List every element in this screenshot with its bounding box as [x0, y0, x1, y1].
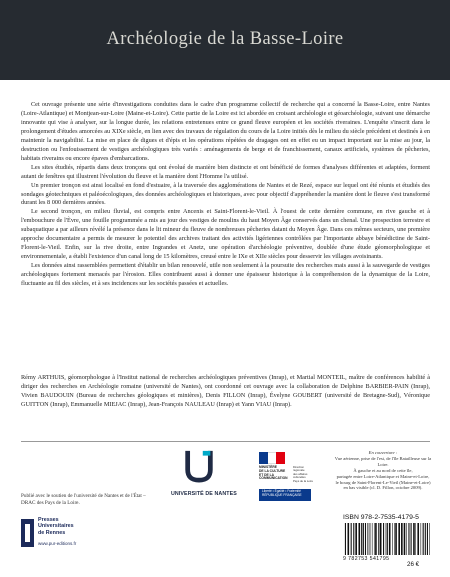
barcode-bar [427, 523, 428, 555]
barcode-bar [386, 523, 387, 555]
barcode-bar [401, 523, 403, 555]
title-band [0, 0, 450, 80]
barcode-bar [415, 523, 416, 555]
isbn: ISBN 978-2-7535-4179-5 [343, 514, 419, 521]
barcode-bar [383, 523, 384, 555]
barcode-bar [413, 523, 415, 555]
barcode-number: 9 782753 541795 [343, 556, 390, 562]
book-title: Archéologie de la Basse-Loire [106, 29, 344, 49]
paragraph: Le second tronçon, en milieu fluvial, est compris entre Ancenis et Saint-Florent-le-Vieil. À l'ouest de cette dernière commune, en rive gauche et à l'embouchure de l'Èvre, une fouille programmée a mis au jour des vestiges de moulins du haut Moyen Âge conservés dans un chenal. Une prospection terrestre et subaquatique a par ailleurs révélé la présence dans le lit mineur du fleuve de nombreuses pêcheries datant du Moyen Âge. Dans ces mêmes secteurs, une première approche documentaire a permis de mesurer le potentiel des archives traitant des activités ligériennes contrôlées par l'importante abbaye bénédictine de Saint-Florent-le-Vieil. Enfin, sur la rive droite, entre Ingrandes et Anetz, une opération d'archéologie préventive, doublée d'une étude géomorphologique et environnementale, a établi l'existence d'un canal long de 15 kilomètres, creusé entre le IXe et XIIe siècles pour desservir les villages avoisinants. [21, 208, 430, 261]
barcode-icon [343, 523, 433, 555]
barcode-bar [378, 523, 379, 555]
barcode-bar [370, 523, 371, 555]
barcode-bar [387, 523, 388, 555]
barcode-bar [369, 523, 370, 555]
republique-francaise-box: Liberté • Égalité • Fraternité RÉPUBLIQUE FRANÇAISE [259, 489, 311, 501]
ministere-name: MINISTÈRE DE LA CULTURE ET DE LA COMMUNICATION [259, 465, 288, 481]
barcode-bar [411, 523, 412, 555]
paragraph: Cet ouvrage présente une série d'investigations conduites dans le cadre d'un programme collectif de recherche qui a concerné la Basse-Loire, entre Nantes (Loire-Atlantique) et Montjean-sur-Loire (Maine-et-Loire). Cette partie de la Loire est ici abordée en croisant archéologie et géoarchéologie, suivant une démarche innovante qui vise à analyser, sur la longue durée, les relations entretenues entre ce grand fleuve européen et les sociétés riveraines. L'enquête s'inscrit dans le prolongement d'études amorcées au XIXe siècle, en lien avec des travaux de régulation du cours de la Loire initiés dès le milieu du siècle précédent et destinés à en maintenir la navigabilité. La mise en place de digues et d'épis et les opérations répétées de dragages ont en effet eu un impact important sur la mise au jour, la destruction ou l'enfouissement de vestiges archéologiques très variés : aménagements de berge et de franchissement, canaux artificiels, systèmes de pêcheries, habitats riverains ou encore épaves d'embarcations. [21, 101, 430, 162]
pur-name: Presses Universitaires de Rennes [38, 517, 74, 536]
barcode-bar [363, 523, 364, 555]
barcode-bar [372, 523, 373, 555]
pur-url: www.pur-editions.fr [38, 541, 77, 546]
universite-de-nantes-logo [171, 449, 237, 511]
paragraph: Un premier tronçon est ainsi localisé en fond d'estuaire, à la traversée des agglomérations de Nantes et de Rezé, espace sur lequel ont été réunis et étudiés des sondages géotechniques et paléoécologiques, des données archéologiques et historiques, avec pour objectif d'appréhender la manière dont le fleuve s'est transformé durant les 8 000 dernières années. [21, 181, 430, 207]
barcode-bar [358, 523, 360, 555]
barcode-bar [374, 523, 375, 555]
barcode-bar [398, 523, 400, 555]
pur-mark-icon [21, 519, 34, 547]
universite-de-nantes-name: UNIVERSITÉ DE NANTES [171, 491, 237, 497]
barcode-bar [404, 523, 406, 555]
barcode-bar [394, 523, 395, 555]
barcode-bar [361, 523, 362, 555]
barcode-bar [345, 523, 346, 555]
barcode-bar [348, 523, 350, 555]
marianne-flag-icon [259, 452, 285, 464]
drac-name: Direction régionale des affaires culturelles Pays de la Loire [293, 465, 314, 483]
barcode-bar [355, 523, 357, 555]
universite-de-nantes-mark-icon [180, 449, 218, 483]
pur-logo [21, 517, 101, 561]
barcode-bar [351, 523, 352, 555]
barcode-bar [395, 523, 397, 555]
authors-paragraph: Rémy ARTHUIS, géomorphologue à l'Institut national de recherches archéologiques préventives (Inrap), et Martial MONTEIL, maître de conférences habilité à diriger des recherches en Archéologie romaine (université de Nantes), ont coordonné cet ouvrage avec la collaboration de Delphine BARBIER-PAIN (Inrap), Vivien BAUDOUIN (Bureau de recherches géologiques et minières), Denis FILLON (Inrap), Évelyne GOUBERT (université de Bretagne-Sud), Véronique GUITTON (Inrap), Emmanuelle MIEJAC (Inrap), Jean-François NAULEAU (Inrap) et Yann VIAU (Inrap). [21, 374, 430, 408]
cover-caption: En couverture : Vue aérienne, prise de l'est, de l'île Batailleuse sur la Loire. À gauche et au nord de cette île, partagée entre Loire-Atlantique et Maine-et-Loire, le bourg de Saint-Florent-Le-Vieil (Maine-et-Loire) en bas visible (cl. D. Fillon, octobre 2009). [334, 450, 432, 491]
barcode-bar [353, 523, 354, 555]
barcode-bar [425, 523, 426, 555]
barcode-bar [389, 523, 391, 555]
barcode-bar [375, 523, 377, 555]
barcode-bar [421, 523, 422, 555]
authors-note [21, 374, 430, 410]
barcode-bar [417, 523, 419, 555]
barcode-bar [380, 523, 382, 555]
divider [21, 441, 430, 442]
ministere-culture-logo [259, 452, 314, 486]
paragraph: Les sites étudiés, répartis dans deux tronçons qui ont évolué de manière bien distincte et ont bénéficié de formes d'analyses différentes et adaptées, forment autant de fenêtres qui illustrent l'évolution du fleuve et la manière dont l'Homme l'a utilisé. [21, 163, 430, 180]
barcode-bar [406, 523, 407, 555]
price: 26 € [407, 561, 420, 568]
back-cover-text [21, 101, 430, 289]
barcode-bar [367, 523, 368, 555]
barcode-bar [429, 523, 430, 555]
barcode-bar [365, 523, 366, 555]
paragraph: Les données ainsi rassemblées permettent d'établir un bilan renouvelé, utile non seulement à la poursuite des recherches mais aussi à la sauvegarde de vestiges archéologiques fortement menacés par l'érosion. Elles contribuent aussi à donner une épaisseur historique à la compréhension de la dynamique de la Loire, fluctuante au fil des siècles, et à ses incidences sur les sociétés passées et actuelles. [21, 262, 430, 288]
support-note: Publié avec le soutien de l'université de Nantes et de l'État – DRAC des Pays de la Loire. [21, 493, 146, 506]
barcode-bar [423, 523, 424, 555]
barcode-bar [408, 523, 409, 555]
barcode-bar [392, 523, 393, 555]
